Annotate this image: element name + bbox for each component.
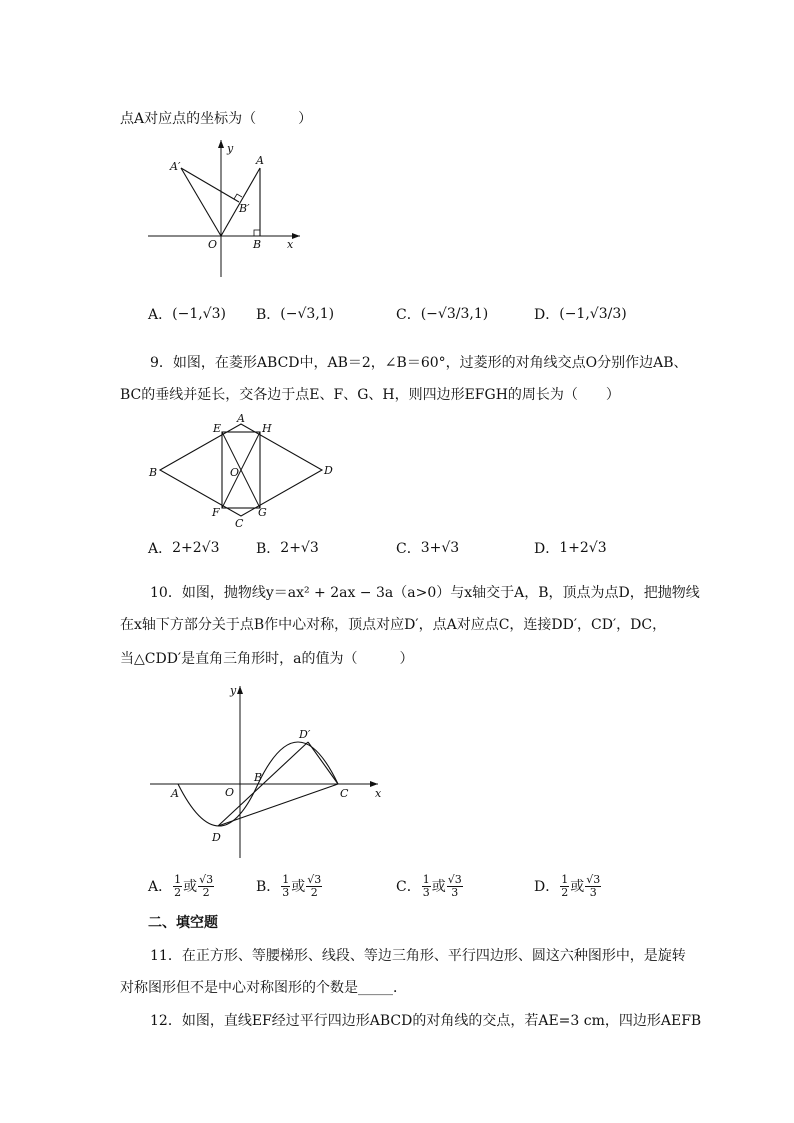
label-b: B [149, 466, 158, 479]
q8-stem: 点A对应点的坐标为（ ） [120, 111, 313, 127]
option-letter: D． [534, 541, 560, 557]
label-b-prime: B′ [239, 202, 250, 215]
label-o: O [230, 466, 240, 479]
q9-line-2: BC的垂线并延长，交各边于点E、F、G、H，则四边形EFGH的周长为（ ） [120, 387, 620, 403]
denominator: 3 [451, 885, 459, 899]
or-word: 或 [183, 879, 198, 895]
label-h: H [262, 422, 272, 435]
numerator: √3 [447, 872, 462, 886]
q10-figure [146, 680, 390, 862]
denominator: 3 [422, 885, 430, 899]
q9-option-a[interactable] [148, 528, 220, 568]
section-heading: 二、填空题 [148, 915, 218, 931]
option-content: (−√3/3,1) [420, 306, 489, 322]
option-letter: B． [256, 307, 281, 323]
label-f: F [212, 506, 220, 519]
q9-option-d[interactable] [534, 528, 607, 568]
q10-line-1: 10．如图，抛物线y＝ax² + 2ax − 3a（a>0）与x轴交于A，B，顶点为点D，把抛物线 [150, 585, 700, 601]
fraction [447, 874, 463, 899]
option-content: 2+2√3 [172, 540, 220, 556]
numerator: √3 [307, 872, 322, 886]
denominator: 2 [310, 885, 318, 899]
q9-options [148, 528, 708, 568]
q9-line-1: 9．如图，在菱形ABCD中，AB＝2，∠B＝60°，过菱形的对角线交点O分别作边AB、 [150, 355, 688, 371]
denominator: 3 [282, 885, 290, 899]
q10-option-a[interactable] [148, 866, 215, 906]
label-o: O [208, 238, 218, 251]
q10-line-2: 在x轴下方部分关于点B作中心对称，顶点对应D′，点A对应点C，连接DD′，CD′，DC， [120, 617, 667, 633]
numerator: 1 [561, 872, 569, 886]
q8-option-b[interactable] [256, 294, 334, 334]
option-letter: D． [534, 879, 560, 895]
label-e: E [213, 422, 222, 435]
q8-options [148, 294, 708, 334]
option-letter: A． [148, 541, 173, 557]
label-y: y [227, 142, 234, 155]
numerator: 1 [282, 872, 290, 886]
q8-option-d[interactable] [534, 294, 627, 334]
label-a: A [237, 412, 245, 425]
q8-option-a[interactable] [148, 294, 226, 334]
option-content: 1+2√3 [559, 540, 607, 556]
q11-line-1: 11．在正方形、等腰梯形、线段、等边三角形、平行四边形、圆这六种图形中，是旋转 [150, 948, 686, 964]
q10-option-b[interactable] [256, 866, 323, 906]
label-y: y [230, 684, 237, 697]
q10-option-c[interactable] [396, 866, 464, 906]
label-b: B [253, 238, 262, 251]
option-letter: A． [148, 307, 173, 323]
label-d: D [324, 464, 333, 477]
q9-option-b[interactable] [256, 528, 319, 568]
denominator: 3 [589, 885, 597, 899]
option-content: 3+√3 [420, 540, 460, 556]
label-c: C [235, 517, 244, 530]
label-g: G [258, 506, 267, 519]
fraction [198, 874, 214, 899]
q8-figure [140, 132, 310, 280]
option-letter: B． [256, 541, 281, 557]
option-letter: B． [256, 879, 281, 895]
label-o: O [225, 786, 235, 799]
label-a: A [171, 787, 179, 800]
label-x: x [287, 238, 294, 251]
option-letter: D． [534, 307, 560, 323]
label-x: x [375, 787, 382, 800]
fraction [422, 874, 431, 899]
fraction [281, 874, 290, 899]
option-letter: A． [148, 879, 173, 895]
option-content: (−√3,1) [280, 306, 335, 322]
numerator: 1 [422, 872, 430, 886]
denominator: 2 [202, 885, 210, 899]
or-word: 或 [570, 879, 585, 895]
label-a: A [256, 154, 264, 167]
option-content: (−1,√3/3) [559, 306, 627, 322]
label-d: D [212, 831, 221, 844]
numerator: √3 [199, 872, 214, 886]
numerator: √3 [586, 872, 601, 886]
denominator: 2 [561, 885, 569, 899]
label-d-prime: D′ [299, 728, 311, 741]
fraction [560, 874, 569, 899]
denominator: 2 [174, 885, 182, 899]
q9-option-c[interactable] [396, 528, 459, 568]
q10-option-d[interactable] [534, 866, 602, 906]
q12-line-1: 12．如图，直线EF经过平行四边形ABCD的对角线的交点，若AE=3 cm，四边形AEFB [150, 1013, 702, 1029]
or-word: 或 [431, 879, 446, 895]
option-letter: C． [396, 307, 421, 323]
label-b: B [254, 771, 263, 784]
label-c: C [340, 787, 349, 800]
or-word: 或 [291, 879, 306, 895]
fraction [173, 874, 182, 899]
option-letter: C． [396, 879, 421, 895]
q8-option-c[interactable] [396, 294, 488, 334]
q9-figure [144, 410, 344, 532]
option-content: (−1,√3) [172, 306, 226, 322]
numerator: 1 [174, 872, 182, 886]
fraction [585, 874, 601, 899]
option-content: 2+√3 [280, 540, 319, 556]
label-a-prime: A′ [170, 160, 181, 173]
q11-line-2: 对称图形但不是中心对称图形的个数是_____． [120, 980, 407, 996]
q10-line-3: 当△CDD′是直角三角形时，a的值为（ ） [120, 651, 414, 667]
fraction [306, 874, 322, 899]
q10-options [148, 866, 708, 906]
option-letter: C． [396, 541, 421, 557]
